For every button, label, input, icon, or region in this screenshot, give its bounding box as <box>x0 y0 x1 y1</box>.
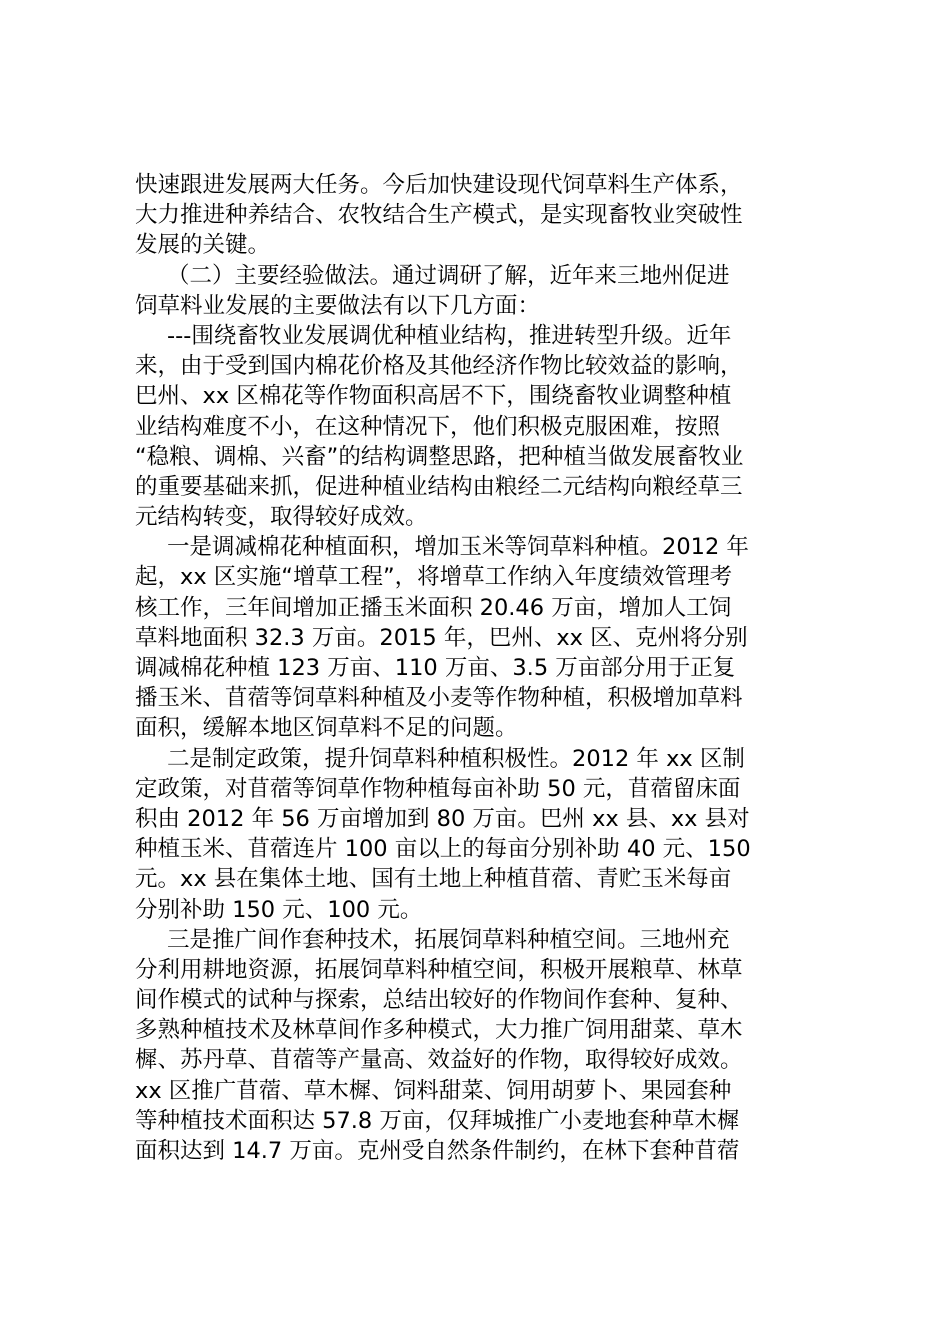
document-body <box>135 170 835 1166</box>
text-line: 定政策，对苜蓿等饲草作物种植每亩补助 50 元，苜蓿留床面 <box>135 775 741 802</box>
text-line: 樨、苏丹草、苜蓿等产量高、效益好的作物，取得较好成效。 <box>135 1047 743 1074</box>
text-line: xx 区推广苜蓿、草木樨、饲料甜菜、饲用胡萝卜、果园套种 <box>135 1077 732 1104</box>
text-line: 业结构难度不小，在这种情况下，他们积极克服困难，按照 <box>135 413 721 440</box>
text-line: 积由 2012 年 56 万亩增加到 80 万亩。巴州 xx 县、xx 县对 <box>135 805 750 832</box>
text-line: 面积达到 14.7 万亩。克州受自然条件制约，在林下套种苜蓿 <box>135 1138 740 1164</box>
text-line: 多熟种植技术及林草间作多种模式，大力推广饲用甜菜、草木 <box>135 1017 743 1044</box>
text-line: ---围绕畜牧业发展调优种植业结构，推进转型升级。近年 <box>167 322 732 349</box>
text-line: 三是推广间作套种技术，拓展饲草料种植空间。三地州充 <box>167 926 730 953</box>
text-line: 间作模式的试种与探索，总结出较好的作物间作套种、复种、 <box>135 987 743 1014</box>
text-line: 调减棉花种植 123 万亩、110 万亩、3.5 万亩部分用于正复 <box>135 655 736 681</box>
text-line: 草料地面积 32.3 万亩。2015 年，巴州、xx 区、克州将分别 <box>135 624 748 651</box>
text-line: （二）主要经验做法。通过调研了解，近年来三地州促进 <box>167 262 730 289</box>
text-line: 元。xx 县在集体土地、国有土地上种植苜蓿、青贮玉米每亩 <box>135 866 732 893</box>
text-line: 快速跟进发展两大任务。今后加快建设现代饲草料生产体系， <box>135 172 743 198</box>
text-line: 发展的关键。 <box>135 232 271 259</box>
text-line: 面积，缓解本地区饲草料不足的问题。 <box>135 715 518 742</box>
text-line: 播玉米、苜蓿等饲草料种植及小麦等作物种植，积极增加草料 <box>135 685 743 712</box>
text-line: 一是调减棉花种植面积，增加玉米等饲草料种植。2012 年 <box>167 534 749 561</box>
text-line: 巴州、xx 区棉花等作物面积高居不下，围绕畜牧业调整种植 <box>135 383 732 410</box>
text-line: 核工作，三年间增加正播玉米面积 20.46 万亩，增加人工饲 <box>135 594 732 621</box>
text-line: “稳粮、调棉、兴畜”的结构调整思路，把种植当做发展畜牧业 <box>135 443 744 470</box>
text-line: 种植玉米、苜蓿连片 100 亩以上的每亩分别补助 40 元、150 <box>135 836 751 863</box>
text-line: 饲草料业发展的主要做法有以下几方面： <box>135 292 541 319</box>
text-line: 元结构转变，取得较好成效。 <box>135 504 428 531</box>
text-line: 起，xx 区实施“增草工程”，将增草工作纳入年度绩效管理考 <box>135 564 733 591</box>
text-line: 分别补助 150 元、100 元。 <box>135 896 423 923</box>
text-line: 分利用耕地资源，拓展饲草料种植空间，积极开展粮草、林草 <box>135 956 743 983</box>
text-line: 来，由于受到国内棉花价格及其他经济作物比较效益的影响， <box>135 353 743 380</box>
text-line: 大力推进种养结合、农牧结合生产模式，是实现畜牧业突破性 <box>135 202 743 229</box>
text-line: 二是制定政策，提升饲草料种植积极性。2012 年 xx 区制 <box>167 745 745 772</box>
text-line: 等种植技术面积达 57.8 万亩，仅拜城推广小麦地套种草木樨 <box>135 1107 740 1134</box>
text-line: 的重要基础来抓，促进种植业结构由粮经二元结构向粮经草三 <box>135 473 743 500</box>
